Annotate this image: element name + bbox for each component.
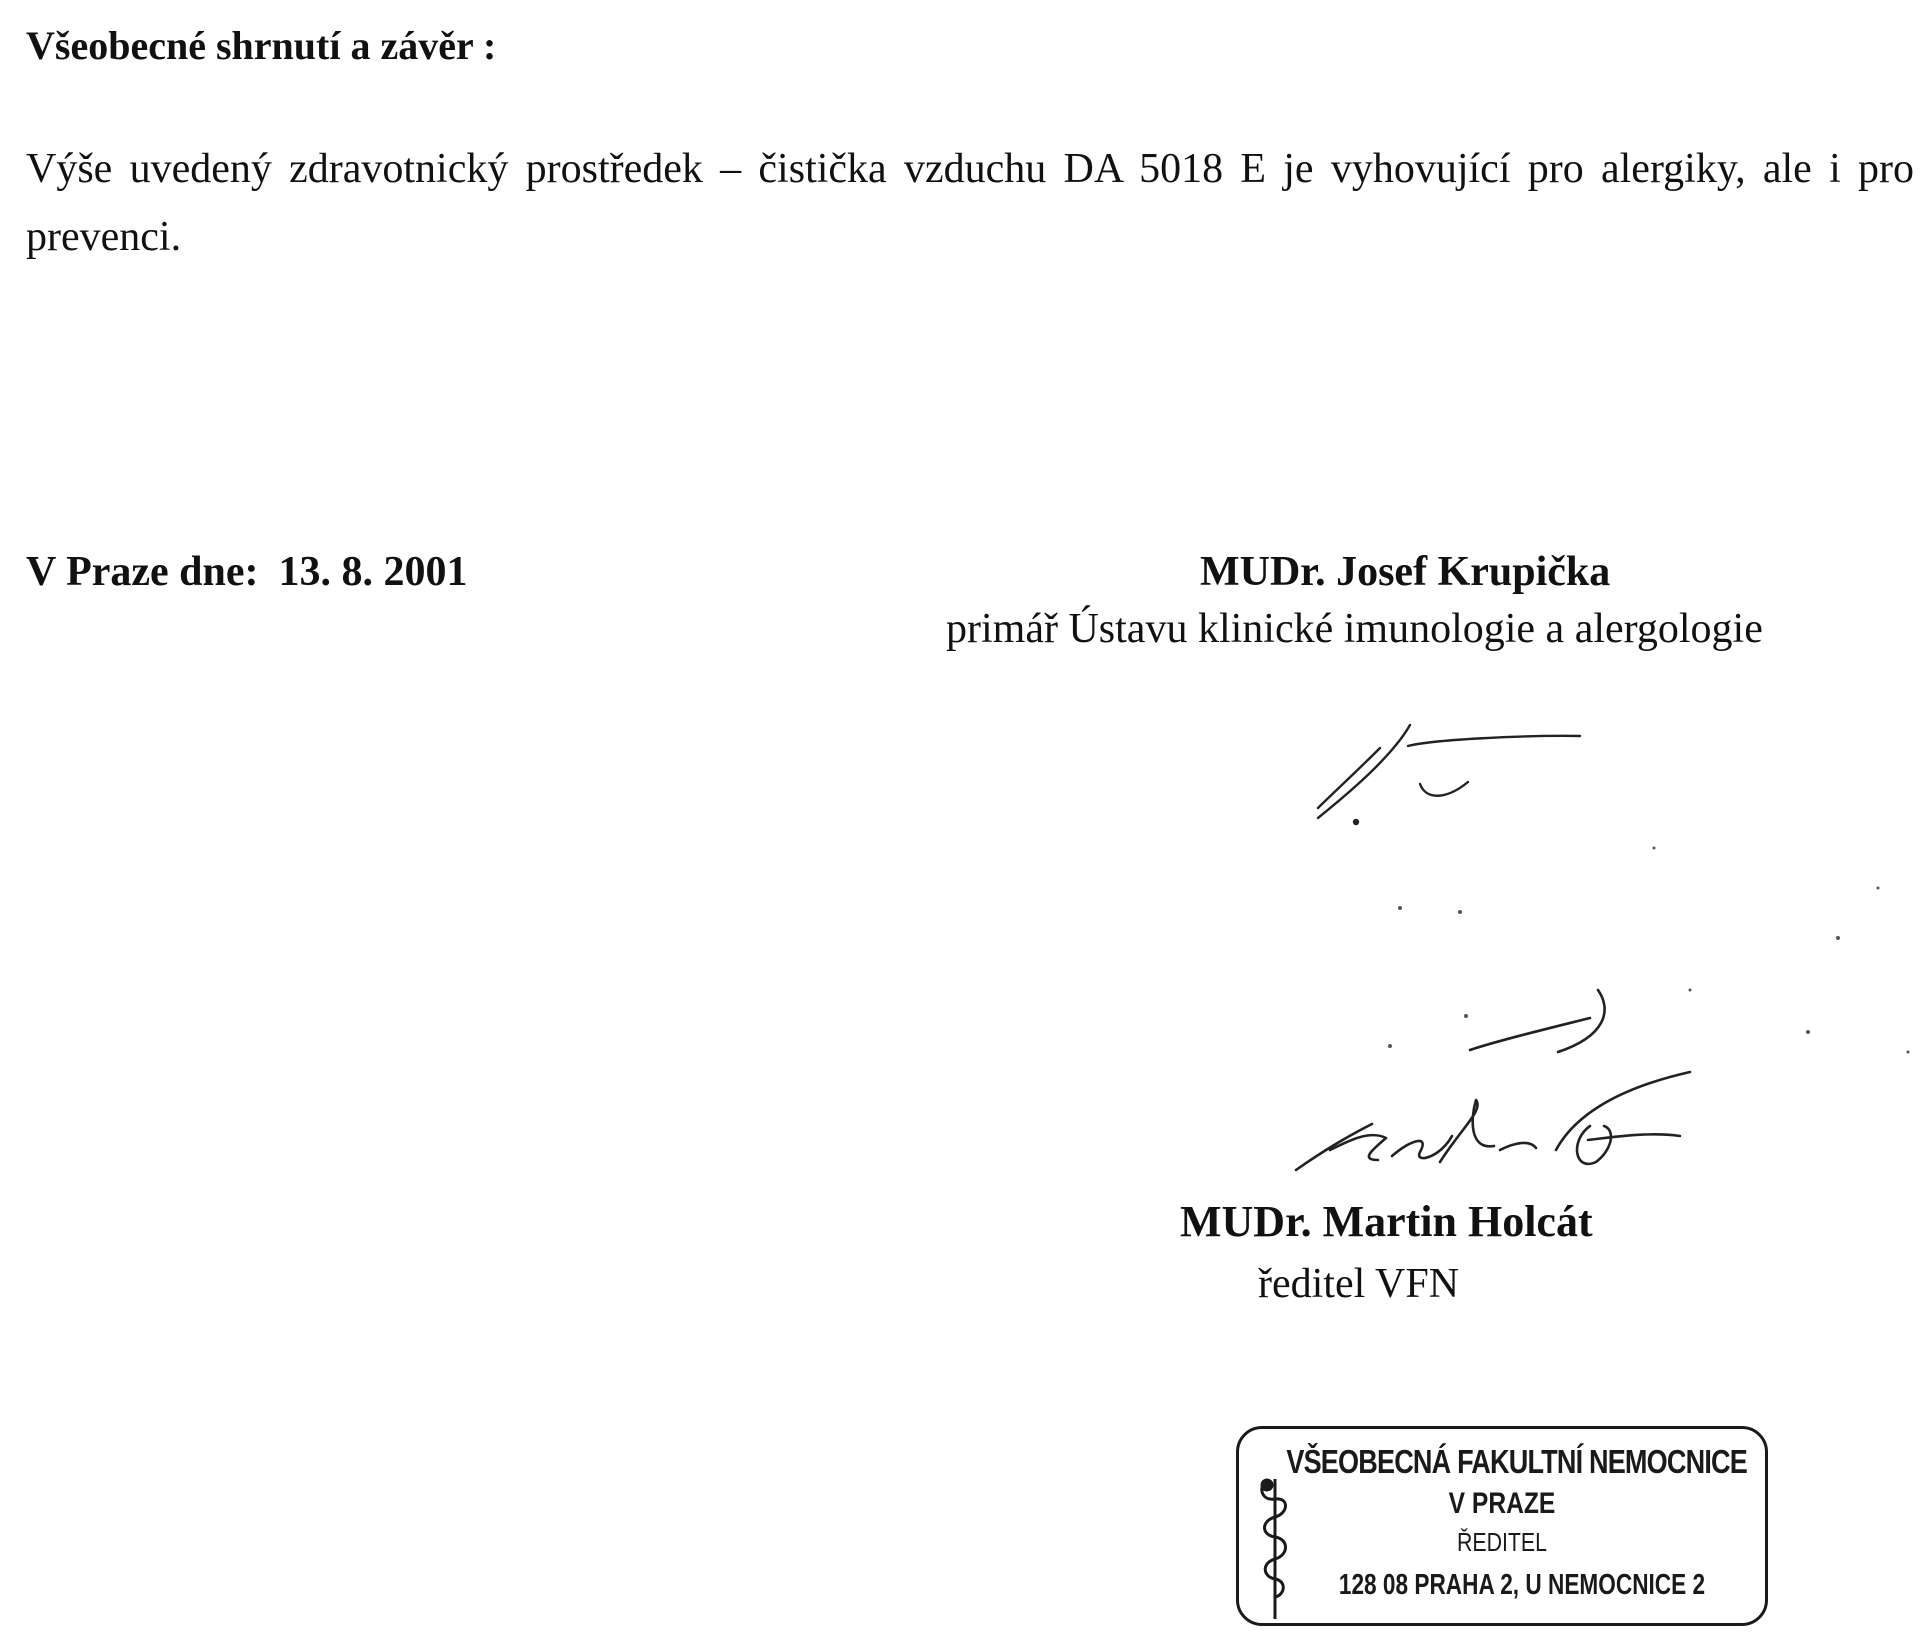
summary-paragraph: Výše uvedený zdravotnický prostředek – čistička vzduchu DA 5018 E je vyhovující pro alergiky, ale i pro prevenci. xyxy=(26,146,1914,260)
place-date-line xyxy=(26,548,468,596)
place-label: V Praze dne: xyxy=(26,549,259,595)
document-date: 13. 8. 2001 xyxy=(278,549,468,595)
signature-1-mark xyxy=(1318,725,1580,824)
signature-2-mark xyxy=(1296,990,1690,1170)
signatory-2-title: ředitel VFN xyxy=(1258,1261,1460,1307)
signatory-1-name: MUDr. Josef Krupička xyxy=(1200,549,1611,595)
signatory-2-name: MUDr. Martin Holcát xyxy=(1180,1197,1593,1246)
hospital-stamp xyxy=(1236,1426,1768,1626)
section-heading: Všeobecné shrnutí a závěr : xyxy=(26,23,497,68)
stamp-line-address: 128 08 PRAHA 2, U NEMOCNICE 2 xyxy=(1338,1569,1706,1601)
stamp-line-role: ŘEDITEL xyxy=(1456,1527,1548,1557)
scan-specks xyxy=(1388,847,1910,1054)
signatory-1-title: primář Ústavu klinické imunologie a alergologie xyxy=(946,606,1763,652)
stamp-line-city: V PRAZE xyxy=(1448,1487,1556,1520)
stamp-line-institution: VŠEOBECNÁ FAKULTNÍ NEMOCNICE xyxy=(1286,1443,1747,1480)
